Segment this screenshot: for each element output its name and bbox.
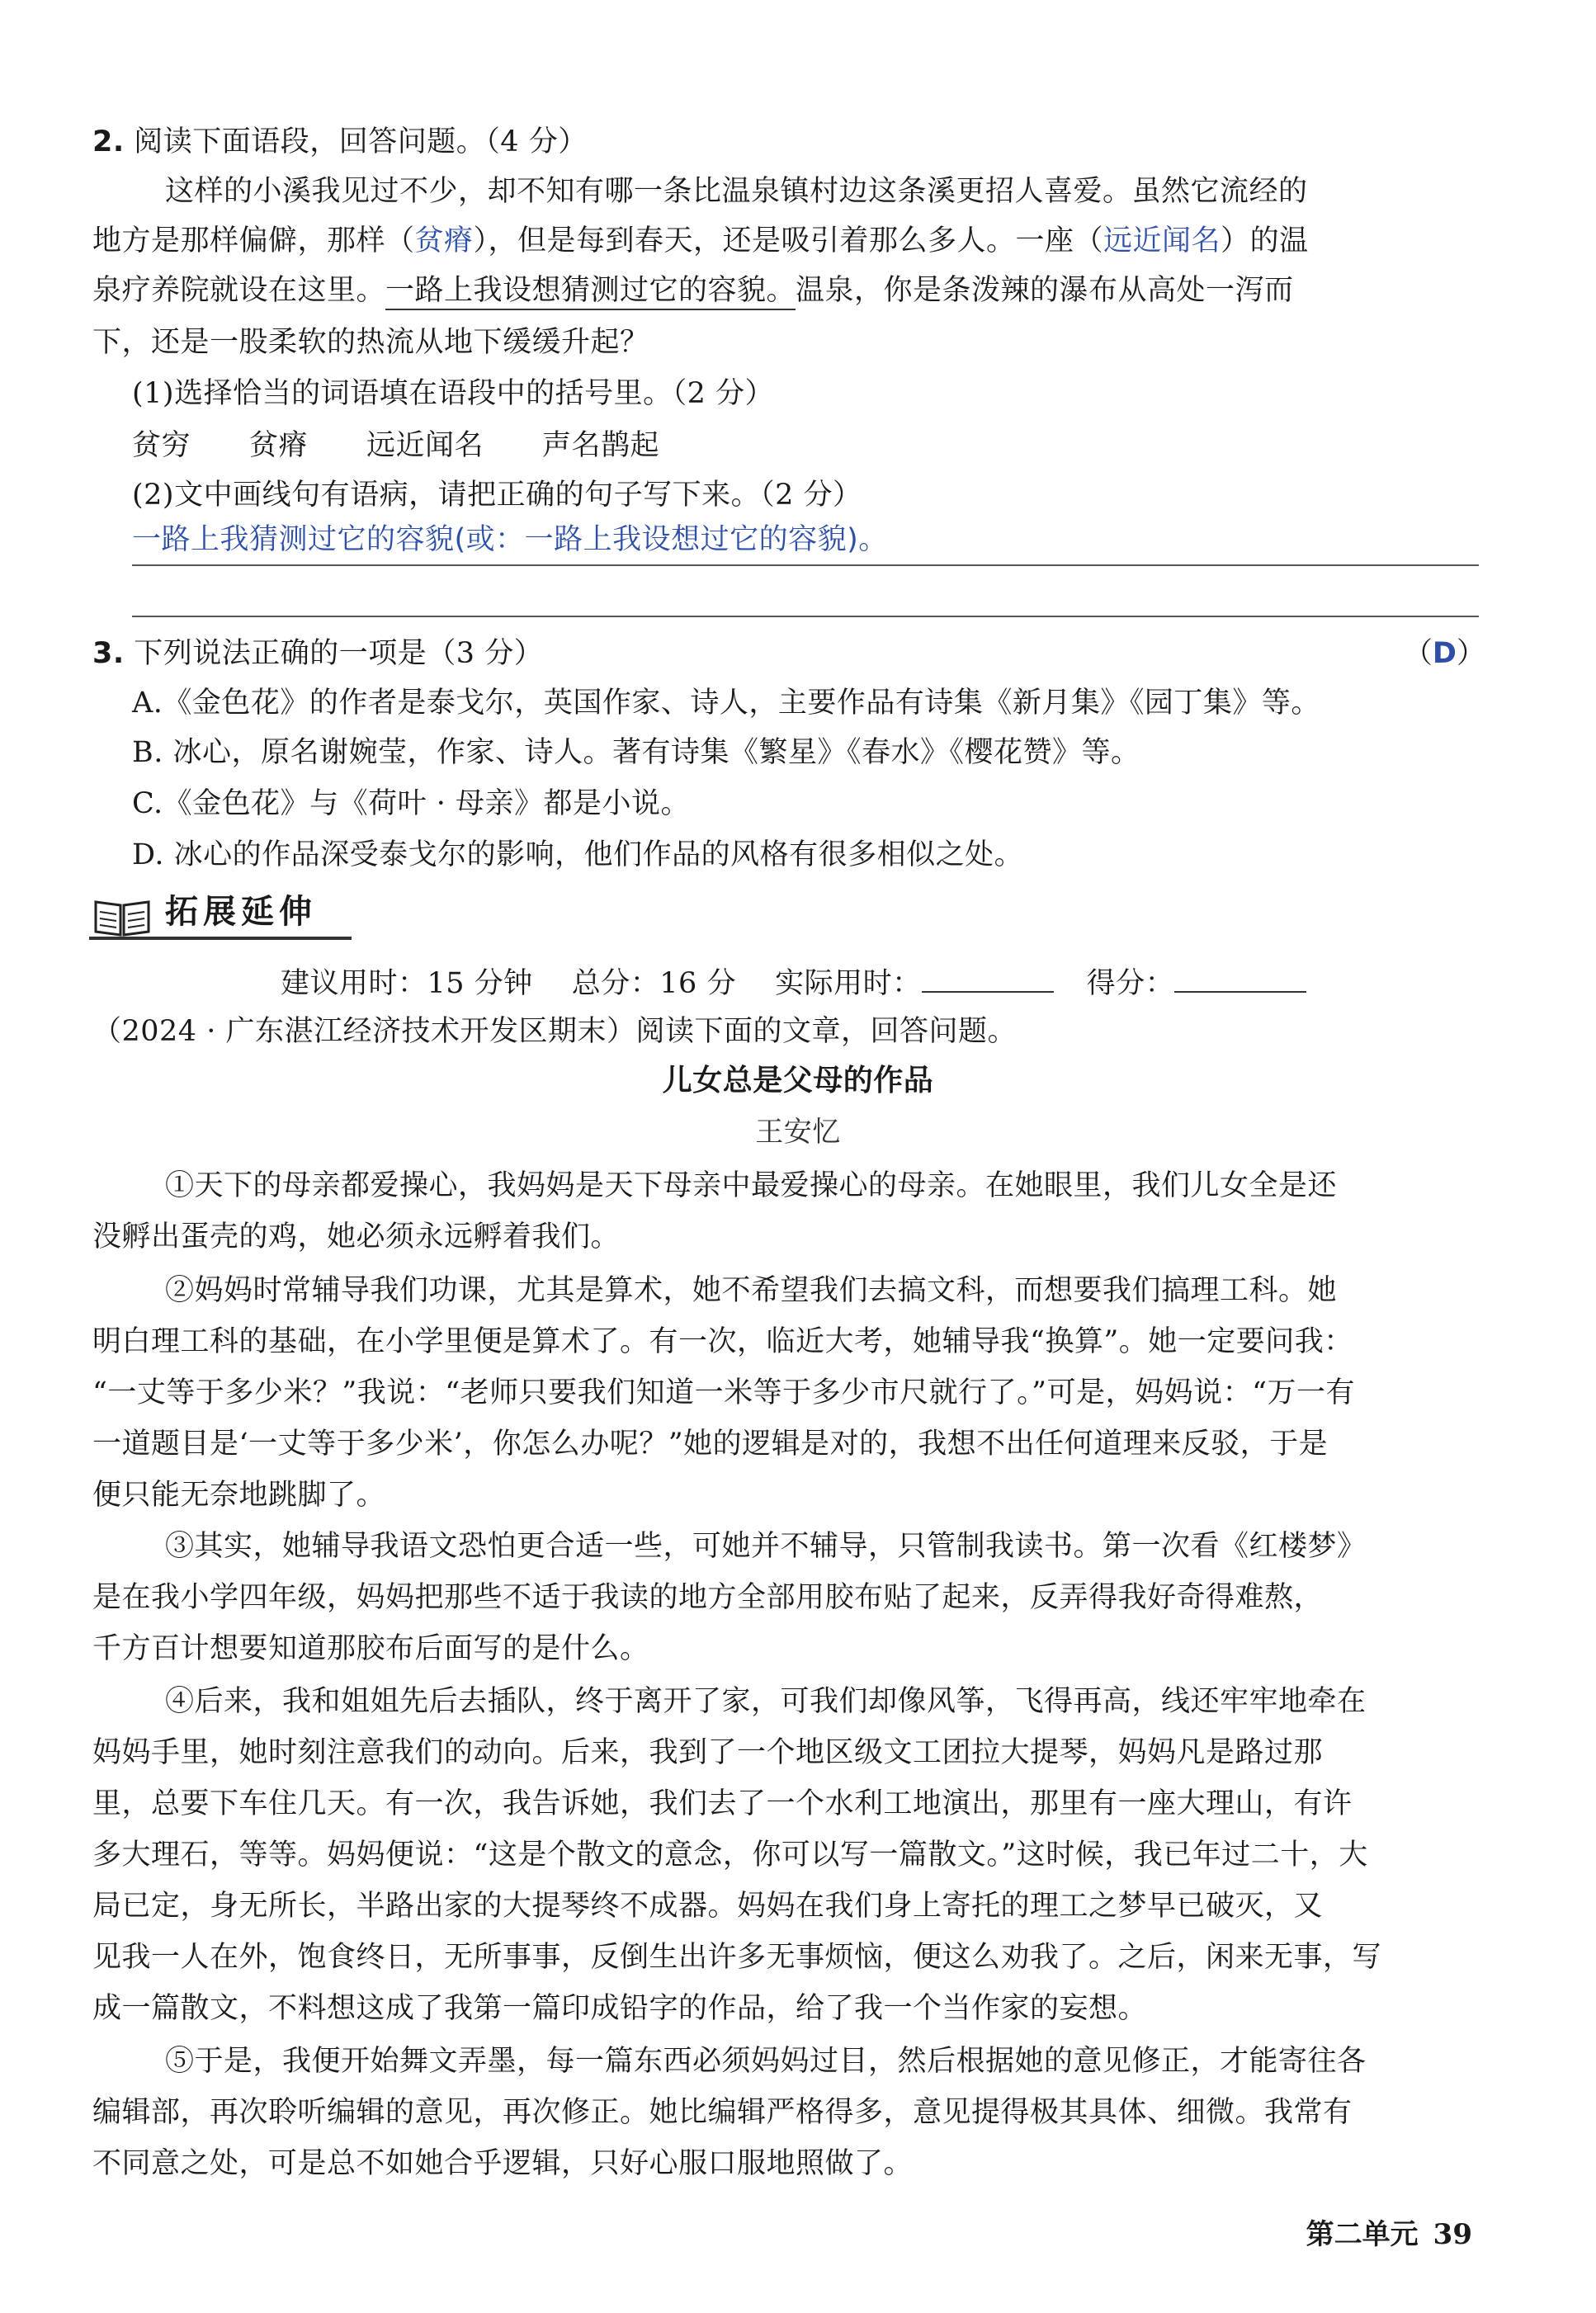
- article-line: 一道题目是‘一丈等于多少米’，你怎么办呢？”她的逻辑是对的，我想不出任何道理来反驳，于是: [92, 1428, 1329, 1461]
- q3-option-c: C.《金色花》与《荷叶 · 母亲》都是小说。: [132, 787, 691, 820]
- article-line: 成一篇散文，不料想这成了我第一篇印成铅字的作品，给了我一个当作家的妄想。: [92, 1992, 1148, 2025]
- q2-word-choices: 贫穷 贫瘠 远近闻名 声名鹊起: [132, 429, 660, 462]
- q2-fill-answer-1: 贫瘠: [414, 224, 474, 257]
- q2-paragraph-line: 这样的小溪我见过不少，却不知有哪一条比温泉镇村边这条溪更招人喜爱。虽然它流经的: [165, 175, 1308, 208]
- actual-time-blank[interactable]: [922, 966, 1054, 993]
- q2-fill-answer-2: 远近闻名: [1103, 224, 1221, 257]
- q2-underlined-sentence: 一路上我设想猜测过它的容貌。: [385, 274, 796, 310]
- section-divider: [89, 937, 352, 940]
- article-line: 千方百计想要知道那胶布后面写的是什么。: [92, 1632, 649, 1665]
- article-title: 儿女总是父母的作品: [662, 1064, 934, 1097]
- section-banner: [89, 887, 353, 945]
- page-footer: [1306, 2212, 1472, 2252]
- unit-label: 第二单元: [1306, 2218, 1419, 2251]
- q3-heading: [92, 635, 1479, 672]
- article-line: ②妈妈时常辅导我们功课，尤其是算术，她不希望我们去搞文科，而想要我们搞理工科。她: [165, 1274, 1338, 1307]
- q3-heading-text: 下列说法正确的一项是（3 分）: [134, 637, 544, 670]
- article-author: 王安忆: [755, 1116, 841, 1149]
- article-line: ③其实，她辅导我语文恐怕更合适一些，可她并不辅导，只管制我读书。第一次看《红楼梦》: [165, 1530, 1367, 1563]
- article-line: 便只能无奈地跳脚了。: [92, 1479, 386, 1512]
- q3-answer-box: （D）: [1403, 637, 1485, 670]
- q3-number: 3.: [92, 637, 125, 670]
- time-info: 建议用时：15 分钟 总分：16 分 实际用时： 得分：: [281, 965, 1596, 1002]
- q2-sub2: (2)文中画线句有语病，请把正确的句子写下来。（2 分）: [132, 479, 862, 512]
- article-line: ④后来，我和姐姐先后去插队，终于离开了家，可我们却像风筝，飞得再高，线还牢牢地牵在: [165, 1685, 1367, 1718]
- q2-paragraph-line: 地方是那样偏僻，那样（贫瘠），但是每到春天，还是吸引着那么多人。一座（远近闻名）的温: [92, 224, 1309, 257]
- article-line: 局已定，身无所长，半路出家的大提琴终不成器。妈妈在我们身上寄托的理工之梦早已破灭，又: [92, 1890, 1324, 1923]
- page-number: 39: [1433, 2218, 1472, 2251]
- article-line: 多大理石，等等。妈妈便说：“这是个散文的意念，你可以写一篇散文。”这时候，我已年过二十，大: [92, 1839, 1368, 1872]
- article-line: “一丈等于多少米？”我说：“老师只要我们知道一米等于多少市尺就行了。”可是，妈妈说：“万一有: [92, 1376, 1355, 1409]
- answer-rule-line: [132, 616, 1479, 617]
- article-line: 妈妈手里，她时刻注意我们的动向。后来，我到了一个地区级文工团拉大提琴，妈妈凡是路过那: [92, 1736, 1324, 1769]
- q3-option-a: A.《金色花》的作者是泰戈尔，英国作家、诗人，主要作品有诗集《新月集》《园丁集》等。: [132, 687, 1320, 720]
- source-note: （2024 · 广东湛江经济技术开发区期末）阅读下面的文章，回答问题。: [92, 1015, 1017, 1048]
- article-line: ①天下的母亲都爱操心，我妈妈是天下母亲中最爱操心的母亲。在她眼里，我们儿女全是还: [165, 1169, 1338, 1202]
- q2-paragraph-line: 泉疗养院就设在这里。一路上我设想猜测过它的容貌。温泉，你是条泼辣的瀑布从高处一泻而: [92, 272, 1479, 309]
- q2-sub2-answer: 一路上我猜测过它的容貌(或：一路上我设想过它的容貌)。: [132, 523, 888, 556]
- article-line: 见我一人在外，饱食终日，无所事事，反倒生出许多无事烦恼，便这么劝我了。之后，闲来无事，写: [92, 1941, 1382, 1974]
- answer-rule-line: [132, 564, 1479, 566]
- article-line: ⑤于是，我便开始舞文弄墨，每一篇东西必须妈妈过目，然后根据她的意见修正，才能寄往各: [165, 2045, 1367, 2078]
- q2-heading-text: 阅读下面语段，回答问题。（4 分）: [134, 125, 588, 158]
- q2-sub1: (1)选择恰当的词语填在语段中的括号里。（2 分）: [132, 377, 774, 410]
- article-line: 没孵出蛋壳的鸡，她必须永远孵着我们。: [92, 1220, 621, 1253]
- q2-number: 2.: [92, 125, 125, 158]
- open-book-icon: [92, 894, 152, 938]
- q3-option-b: B. 冰心，原名谢婉莹，作家、诗人。著有诗集《繁星》《春水》《樱花赞》等。: [132, 736, 1140, 769]
- section-title: 拓展延伸: [165, 893, 317, 931]
- q2-heading: [92, 124, 1479, 160]
- q3-option-d: D. 冰心的作品深受泰戈尔的影响，他们作品的风格有很多相似之处。: [132, 838, 1024, 871]
- article-line: 不同意之处，可是总不如她合乎逻辑，只好心服口服地照做了。: [92, 2147, 914, 2180]
- article-line: 编辑部，再次聆听编辑的意见，再次修正。她比编辑严格得多，意见提得极其具体、细微。我常有: [92, 2096, 1353, 2129]
- article-line: 是在我小学四年级，妈妈把那些不适于我读的地方全部用胶布贴了起来，反弄得我好奇得难熬，: [92, 1581, 1324, 1614]
- article-line: 里，总要下车住几天。有一次，我告诉她，我们去了一个水利工地演出，那里有一座大理山，有许: [92, 1787, 1353, 1820]
- article-line: 明白理工科的基础，在小学里便是算术了。有一次，临近大考，她辅导我“换算”。她一定要问我：: [92, 1325, 1353, 1358]
- q3-answer: D: [1432, 637, 1457, 670]
- q2-paragraph-line: 下，还是一股柔软的热流从地下缓缓升起？: [92, 326, 649, 359]
- score-blank[interactable]: [1174, 966, 1306, 993]
